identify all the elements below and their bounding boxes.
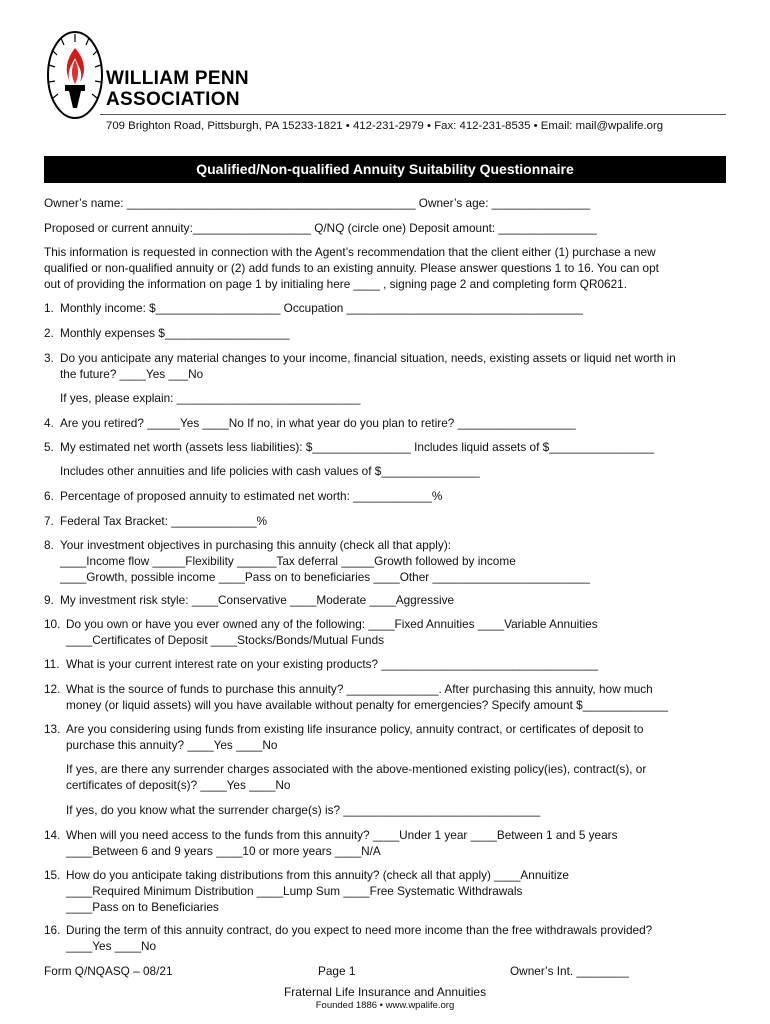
- question-text[interactable]: Percentage of proposed annuity to estimated net worth: ____________%: [60, 489, 443, 503]
- question-number: 9.: [44, 593, 54, 607]
- intro-line-2: qualified or non-qualified annuity or (2) add funds to an existing annuity. Please answer questions 1 to 16. You can opt: [44, 261, 659, 275]
- surrender-charge-line[interactable]: If yes, do you know what the surrender charge(s) is? ______________________________: [66, 803, 541, 817]
- page-number: Page 1: [318, 964, 356, 978]
- question-text[interactable]: My estimated net worth (assets less liabilities): $_______________ Includes liquid assets of $________________: [60, 440, 655, 454]
- option-line[interactable]: ____Required Minimum Distribution ____Lump Sum ____Free Systematic Withdrawals: [66, 884, 523, 898]
- question-number: 11.: [44, 657, 60, 671]
- owner-initials[interactable]: Owner’s Int. ________: [510, 964, 629, 978]
- question-number: 13.: [44, 722, 61, 736]
- brand-line-2: ASSOCIATION: [106, 89, 240, 110]
- intro-line-1: This information is requested in connection with the Agent’s recommendation that the client either (1) purchase a new: [44, 245, 656, 259]
- question-text[interactable]: When will you need access to the funds from this annuity? ____Under 1 year ____Between 1 and 5 years: [66, 828, 618, 842]
- brand-name: [106, 68, 249, 110]
- intro-line-3[interactable]: out of providing the information on page 1 by initialing here ____ , signing page 2 and completing form QR0621.: [44, 277, 628, 291]
- form-title: Qualified/Non-qualified Annuity Suitability Questionnaire: [44, 156, 726, 183]
- question-text[interactable]: purchase this annuity? ____Yes ____No: [66, 738, 278, 752]
- question-text: Are you considering using funds from existing life insurance policy, annuity contract, or certificates of deposit to: [66, 722, 644, 736]
- option-line[interactable]: ____Between 6 and 9 years ____10 or more years ____N/A: [66, 844, 381, 858]
- option-line[interactable]: ____Certificates of Deposit ____Stocks/Bonds/Mutual Funds: [66, 633, 385, 647]
- question-number: 1.: [44, 301, 54, 315]
- question-number: 14.: [44, 828, 61, 842]
- option-line[interactable]: ____Yes ____No: [66, 939, 157, 953]
- question-text[interactable]: How do you anticipate taking distributions from this annuity? (check all that apply) ____Annuitize: [66, 868, 569, 882]
- question-text[interactable]: Federal Tax Bracket: _____________%: [60, 514, 268, 528]
- option-line[interactable]: ____Pass on to Beneficiaries: [66, 900, 219, 914]
- question-number: 2.: [44, 326, 54, 340]
- tagline: Fraternal Life Insurance and Annuities: [283, 985, 487, 999]
- question-text[interactable]: Monthly expenses $___________________: [60, 326, 290, 340]
- question-text[interactable]: What is your current interest rate on your existing products? _________________________________: [66, 657, 598, 671]
- founded-website: Founded 1886 • www.wpalife.org: [315, 1000, 455, 1011]
- question-number: 7.: [44, 514, 54, 528]
- question-text[interactable]: My investment risk style: ____Conservative ____Moderate ____Aggressive: [60, 593, 455, 607]
- question-number: 5.: [44, 440, 54, 454]
- question-text[interactable]: Are you retired? _____Yes ____No If no, in what year do you plan to retire? __________________: [60, 416, 576, 430]
- question-text[interactable]: the future? ____Yes ___No: [60, 367, 204, 381]
- option-line[interactable]: ____Growth, possible income ____Pass on to beneficiaries ____Other ________________________: [60, 570, 590, 584]
- form-code: Form Q/NQASQ – 08/21: [44, 964, 173, 978]
- question-text[interactable]: Monthly income: $___________________ Occupation ____________________________________: [60, 301, 583, 315]
- question-number: 6.: [44, 489, 54, 503]
- contact-address: 709 Brighton Road, Pittsburgh, PA 15233-1821 • 412-231-2979 • Fax: 412-231-8535 • Email: mail@wpalife.org: [106, 120, 664, 132]
- question-text: Do you anticipate any material changes to your income, financial situation, needs, existing assets or liquid net worth in: [60, 351, 676, 365]
- question-text[interactable]: Do you own or have you ever owned any of the following: ____Fixed Annuities ____Variable Annuities: [66, 617, 598, 631]
- question-text[interactable]: What is the source of funds to purchase this annuity? ______________. After purchasing this annuity, how much: [66, 682, 653, 696]
- header-rule: [100, 114, 726, 115]
- question-number: 15.: [44, 868, 61, 882]
- question-text[interactable]: money (or liquid assets) will you have available without penalty for emergencies? Specify amount $_____________: [66, 698, 668, 712]
- surrender-line: If yes, are there any surrender charges associated with the above-mentioned existing policy(ies), contract(s), or: [66, 762, 647, 776]
- surrender-line[interactable]: certificates of deposit(s)? ____Yes ____No: [66, 778, 291, 792]
- question-number: 8.: [44, 538, 54, 552]
- question-number: 10.: [44, 617, 61, 631]
- annuity-deposit-line[interactable]: Proposed or current annuity:__________________ Q/NQ (circle one) Deposit amount: _______________: [44, 221, 597, 235]
- question-number: 16.: [44, 923, 61, 937]
- question-text: Your investment objectives in purchasing this annuity (check all that apply):: [60, 538, 452, 552]
- option-line[interactable]: ____Income flow _____Flexibility ______Tax deferral _____Growth followed by income: [60, 554, 516, 568]
- explain-line[interactable]: If yes, please explain: ____________________________: [60, 391, 361, 405]
- question-text: During the term of this annuity contract, do you expect to need more income than the free withdrawals provided?: [66, 923, 653, 937]
- question-number: 4.: [44, 416, 54, 430]
- cash-values-line[interactable]: Includes other annuities and life policies with cash values of $_______________: [60, 464, 480, 478]
- brand-line-1: WILLIAM PENN: [106, 68, 249, 89]
- question-number: 12.: [44, 682, 61, 696]
- william-penn-logo: [46, 30, 104, 120]
- owner-name-age-line[interactable]: Owner’s name: ____________________________________________ Owner’s age: _______________: [44, 196, 591, 210]
- question-number: 3.: [44, 351, 54, 365]
